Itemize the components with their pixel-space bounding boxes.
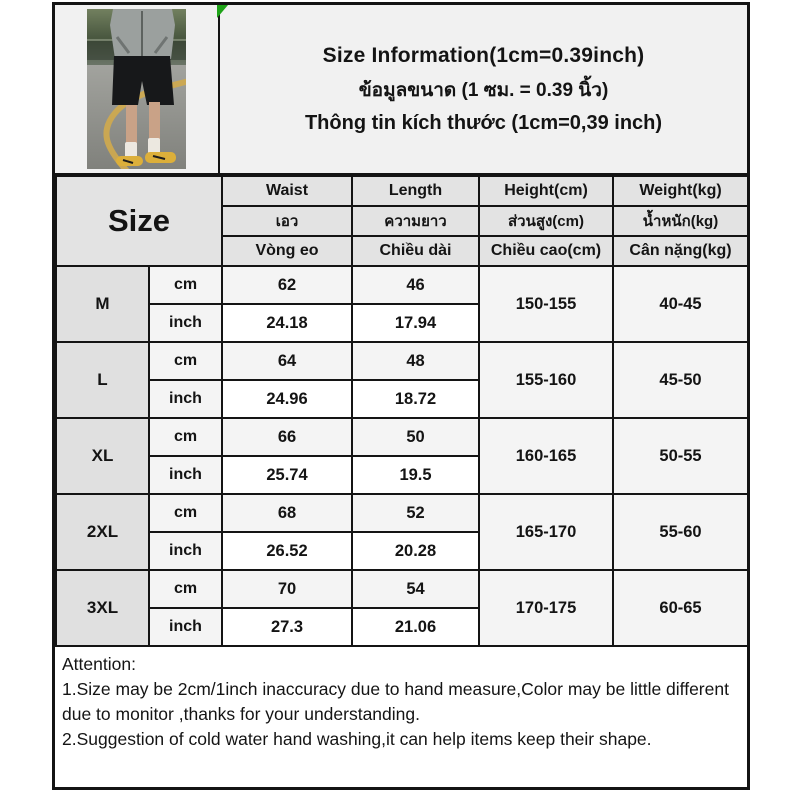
col-header-waist-th: เอว <box>222 206 352 236</box>
unit-cm: cm <box>149 342 222 380</box>
length-inch-3xl: 21.06 <box>352 608 479 646</box>
model-right-leg <box>149 102 160 143</box>
height-l: 155-160 <box>479 342 613 418</box>
unit-cm: cm <box>149 570 222 608</box>
weight-2xl: 55-60 <box>613 494 748 570</box>
length-cm-m: 46 <box>352 266 479 304</box>
size-label-m: M <box>56 266 149 342</box>
col-header-waist-vi: Vòng eo <box>222 236 352 266</box>
attention-title: Attention: <box>62 654 136 674</box>
unit-cm: cm <box>149 418 222 456</box>
length-cm-3xl: 54 <box>352 570 479 608</box>
header-section <box>55 5 747 175</box>
col-header-length-th: ความยาว <box>352 206 479 236</box>
waist-inch-2xl: 26.52 <box>222 532 352 570</box>
product-photo <box>87 9 186 169</box>
unit-cm: cm <box>149 266 222 304</box>
size-chart-sheet <box>52 2 750 790</box>
length-inch-xl: 19.5 <box>352 456 479 494</box>
green-corner-marker-icon <box>217 5 228 18</box>
height-2xl: 165-170 <box>479 494 613 570</box>
waist-cm-xl: 66 <box>222 418 352 456</box>
col-header-weight-vi: Cân nặng(kg) <box>613 236 748 266</box>
attention-note-2: 2.Suggestion of cold water hand washing,it can help items keep their shape. <box>62 728 652 749</box>
size-label-l: L <box>56 342 149 418</box>
length-inch-l: 18.72 <box>352 380 479 418</box>
table-row-m-cm <box>56 266 748 304</box>
table-row-3xl-cm <box>56 570 748 608</box>
unit-inch: inch <box>149 380 222 418</box>
size-table <box>55 175 749 647</box>
height-xl: 160-165 <box>479 418 613 494</box>
waist-inch-l: 24.96 <box>222 380 352 418</box>
waist-cm-l: 64 <box>222 342 352 380</box>
table-row-l-cm <box>56 342 748 380</box>
unit-cm: cm <box>149 494 222 532</box>
height-m: 150-155 <box>479 266 613 342</box>
col-header-length-vi: Chiều dài <box>352 236 479 266</box>
attention-note-1: 1.Size may be 2cm/1inch inaccuracy due to hand measure,Color may be little different due to monitor ,thanks for your understanding. <box>62 678 729 724</box>
col-header-waist-en: Waist <box>222 176 352 206</box>
product-photo-art <box>87 9 186 169</box>
col-header-length-en: Length <box>352 176 479 206</box>
waist-cm-3xl: 70 <box>222 570 352 608</box>
weight-m: 40-45 <box>613 266 748 342</box>
table-row-2xl-cm <box>56 494 748 532</box>
waist-cm-m: 62 <box>222 266 352 304</box>
unit-inch: inch <box>149 608 222 646</box>
length-inch-2xl: 20.28 <box>352 532 479 570</box>
height-3xl: 170-175 <box>479 570 613 646</box>
table-header-row-en <box>56 176 748 206</box>
length-inch-m: 17.94 <box>352 304 479 342</box>
col-header-height-th: ส่วนสูง(cm) <box>479 206 613 236</box>
weight-l: 45-50 <box>613 342 748 418</box>
length-cm-2xl: 52 <box>352 494 479 532</box>
weight-xl: 50-55 <box>613 418 748 494</box>
col-header-height-vi: Chiều cao(cm) <box>479 236 613 266</box>
waist-inch-3xl: 27.3 <box>222 608 352 646</box>
size-label-2xl: 2XL <box>56 494 149 570</box>
table-row-xl-cm <box>56 418 748 456</box>
length-cm-l: 48 <box>352 342 479 380</box>
title-english: Size Information(1cm=0.39inch) <box>322 43 645 67</box>
waist-inch-xl: 25.74 <box>222 456 352 494</box>
size-label-3xl: 3XL <box>56 570 149 646</box>
waist-inch-m: 24.18 <box>222 304 352 342</box>
unit-inch: inch <box>149 304 222 342</box>
title-vietnamese: Thông tin kích thước (1cm=0,39 inch) <box>304 111 663 134</box>
col-header-weight-th: น้ำหนัก(kg) <box>613 206 748 236</box>
title-thai: ข้อมูลขนาด (1 ซม. = 0.39 นิ้ว) <box>358 79 609 101</box>
col-header-height-en: Height(cm) <box>479 176 613 206</box>
waist-cm-2xl: 68 <box>222 494 352 532</box>
size-header-cell: Size <box>56 176 222 266</box>
model-left-leg <box>126 105 137 147</box>
attention-section <box>55 647 747 751</box>
unit-inch: inch <box>149 532 222 570</box>
size-label-xl: XL <box>56 418 149 494</box>
weight-3xl: 60-65 <box>613 570 748 646</box>
photo-cell <box>55 5 220 173</box>
unit-inch: inch <box>149 456 222 494</box>
title-block <box>220 5 747 173</box>
col-header-weight-en: Weight(kg) <box>613 176 748 206</box>
length-cm-xl: 50 <box>352 418 479 456</box>
